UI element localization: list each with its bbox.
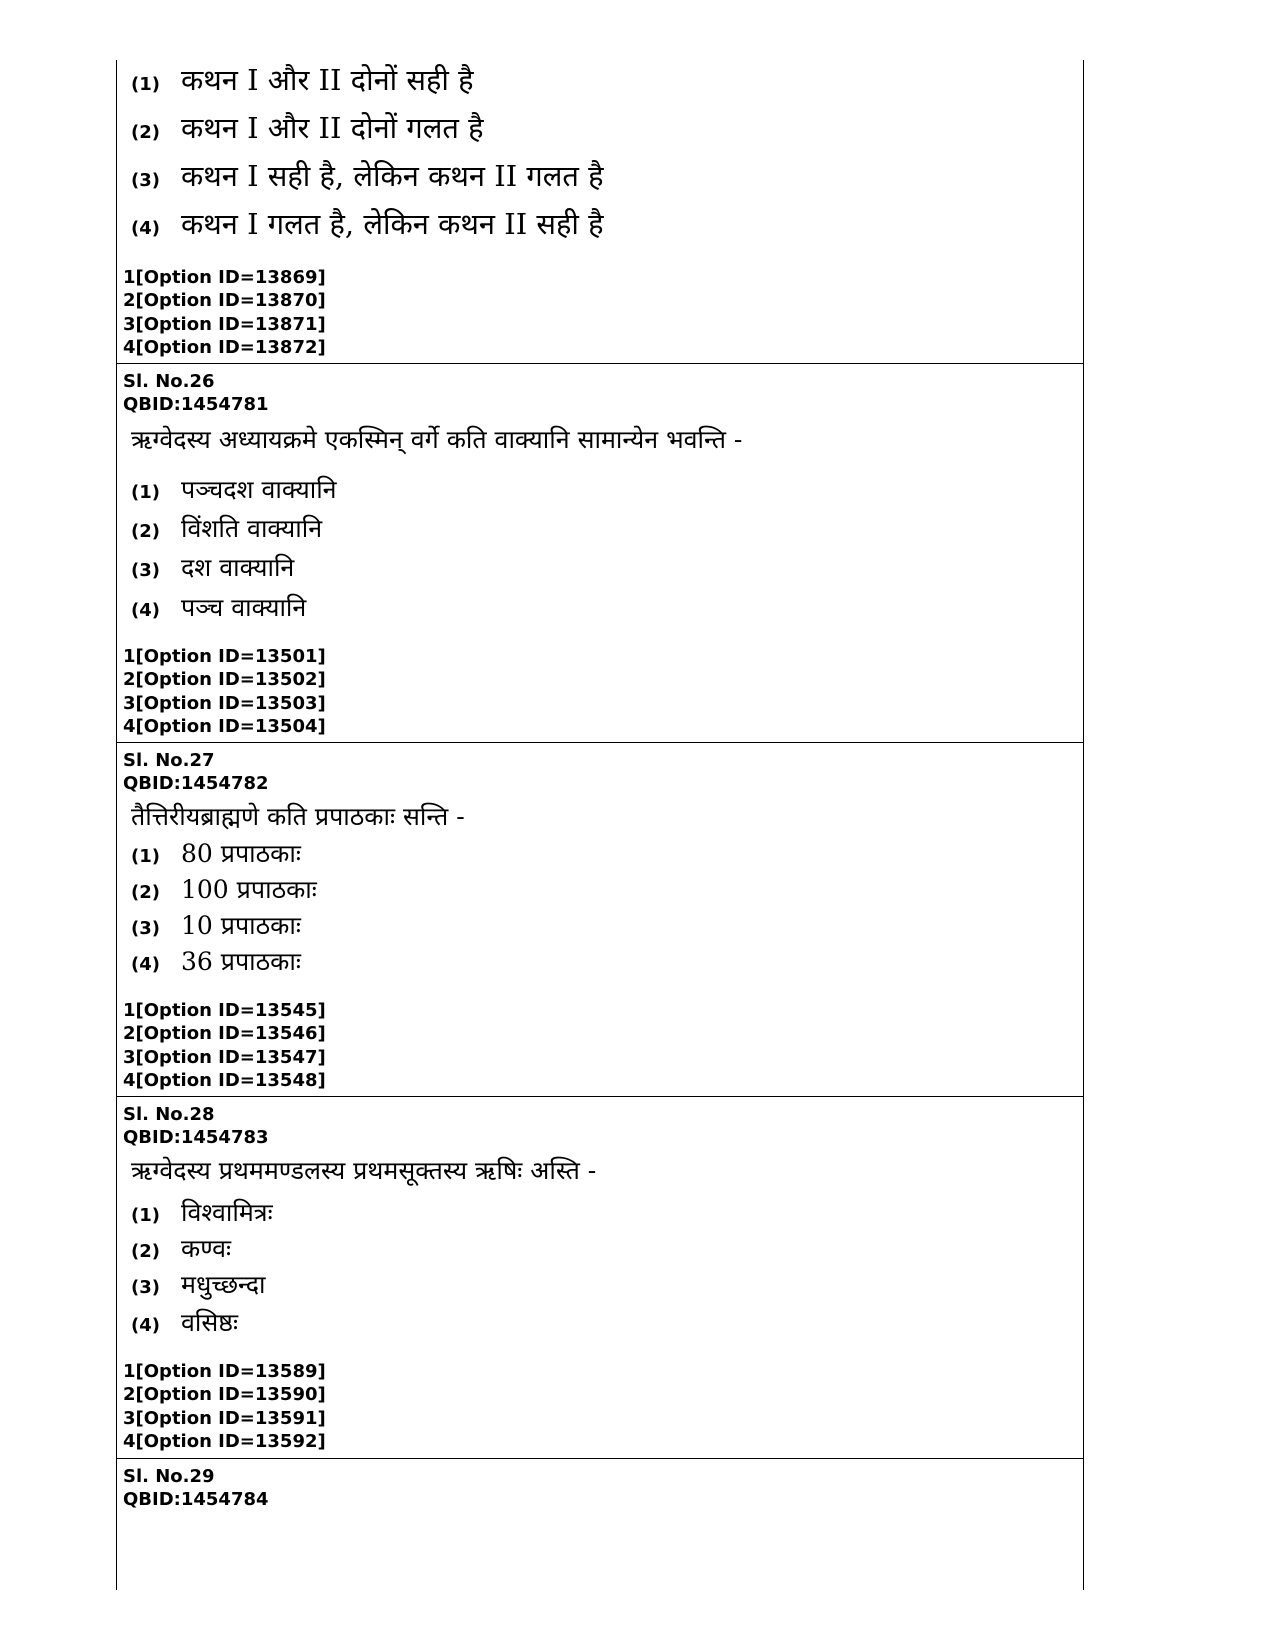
option-number: (2) <box>131 122 160 143</box>
option-id: 2[Option ID=13502] <box>123 669 326 691</box>
option-3 <box>131 1267 266 1301</box>
option-number: (4) <box>131 600 160 621</box>
option-text: दश वाक्यानि <box>181 553 295 582</box>
qbid: QBID:1454784 <box>123 1489 269 1510</box>
option-number: (2) <box>131 882 160 903</box>
option-number: (3) <box>131 918 160 939</box>
option-text: कण्वः <box>181 1234 232 1263</box>
option-number: (2) <box>131 521 160 542</box>
option-text: 36 प्रपाठकाः <box>181 947 301 976</box>
option-2 <box>131 108 484 147</box>
question-text: ऋग्वेदस्य अध्यायक्रमे एकस्मिन् वर्गे कति वाक्यानि सामान्येन भवन्ति - <box>131 425 743 454</box>
option-id: 2[Option ID=13870] <box>123 290 326 312</box>
option-text: कथन I सही है, लेकिन कथन II गलत है <box>181 159 604 193</box>
option-id: 3[Option ID=13591] <box>123 1407 326 1429</box>
option-number: (1) <box>131 482 160 503</box>
option-id: 2[Option ID=13546] <box>123 1023 326 1045</box>
option-number: (4) <box>131 954 160 975</box>
option-id-list <box>123 999 326 1093</box>
option-text: कथन I और II दोनों सही है <box>181 63 474 97</box>
qbid: QBID:1454783 <box>123 1127 269 1148</box>
option-2 <box>131 1231 231 1265</box>
option-number: (4) <box>131 218 160 239</box>
option-1 <box>131 472 337 506</box>
option-id: 3[Option ID=13871] <box>123 313 326 335</box>
serial-number: Sl. No.28 <box>123 1104 215 1125</box>
option-text: वसिष्ठः <box>181 1308 239 1337</box>
option-1 <box>131 836 301 870</box>
option-1 <box>131 60 474 99</box>
option-3 <box>131 908 301 942</box>
option-4 <box>131 590 306 624</box>
question-text: तैत्तिरीयब्राह्मणे कति प्रपाठकाः सन्ति - <box>131 802 465 831</box>
question-text: ऋग्वेदस्य प्रथममण्डलस्य प्रथमसूक्तस्य ऋषिः अस्ति - <box>131 1156 597 1185</box>
option-id: 1[Option ID=13545] <box>123 1000 326 1021</box>
option-number: (3) <box>131 170 160 191</box>
option-4 <box>131 1305 238 1339</box>
divider <box>117 363 1083 364</box>
option-4 <box>131 204 604 243</box>
option-text: कथन I गलत है, लेकिन कथन II सही है <box>181 207 604 241</box>
option-text: 10 प्रपाठकाः <box>181 911 301 940</box>
option-1 <box>131 1195 273 1229</box>
divider <box>117 1458 1083 1459</box>
option-id: 1[Option ID=13869] <box>123 267 326 288</box>
option-text: विश्वामित्रः <box>181 1198 273 1227</box>
option-text: कथन I और II दोनों गलत है <box>181 111 484 145</box>
option-id: 4[Option ID=13504] <box>123 716 326 738</box>
qbid: QBID:1454781 <box>123 394 269 415</box>
option-id-list <box>123 266 326 360</box>
option-3 <box>131 156 604 195</box>
option-2 <box>131 872 317 906</box>
option-number: (4) <box>131 1315 160 1336</box>
option-text: पञ्चदश वाक्यानि <box>181 475 337 504</box>
option-id: 3[Option ID=13503] <box>123 692 326 714</box>
option-id: 1[Option ID=13589] <box>123 1361 326 1382</box>
option-id-list <box>123 1360 326 1454</box>
option-text: विंशति वाक्यानि <box>181 514 323 543</box>
serial-number: Sl. No.29 <box>123 1466 215 1487</box>
option-number: (1) <box>131 846 160 867</box>
serial-number: Sl. No.26 <box>123 371 215 392</box>
option-text: 80 प्रपाठकाः <box>181 839 301 868</box>
option-id-list <box>123 645 326 739</box>
divider <box>117 1096 1083 1097</box>
option-id: 4[Option ID=13592] <box>123 1431 326 1453</box>
option-text: 100 प्रपाठकाः <box>181 875 317 904</box>
option-number: (2) <box>131 1241 160 1262</box>
option-4 <box>131 944 301 978</box>
option-id: 4[Option ID=13548] <box>123 1070 326 1092</box>
serial-number: Sl. No.27 <box>123 750 215 771</box>
option-text: मधुच्छन्दा <box>181 1270 266 1299</box>
option-number: (1) <box>131 1205 160 1226</box>
divider <box>117 742 1083 743</box>
option-2 <box>131 511 322 545</box>
option-id: 2[Option ID=13590] <box>123 1384 326 1406</box>
question-sheet <box>116 60 1084 1590</box>
option-number: (3) <box>131 560 160 581</box>
option-3 <box>131 550 294 584</box>
option-number: (3) <box>131 1277 160 1298</box>
option-id: 4[Option ID=13872] <box>123 337 326 359</box>
option-number: (1) <box>131 74 160 95</box>
option-id: 3[Option ID=13547] <box>123 1046 326 1068</box>
option-text: पञ्च वाक्यानि <box>181 593 307 622</box>
qbid: QBID:1454782 <box>123 773 269 794</box>
option-id: 1[Option ID=13501] <box>123 646 326 667</box>
